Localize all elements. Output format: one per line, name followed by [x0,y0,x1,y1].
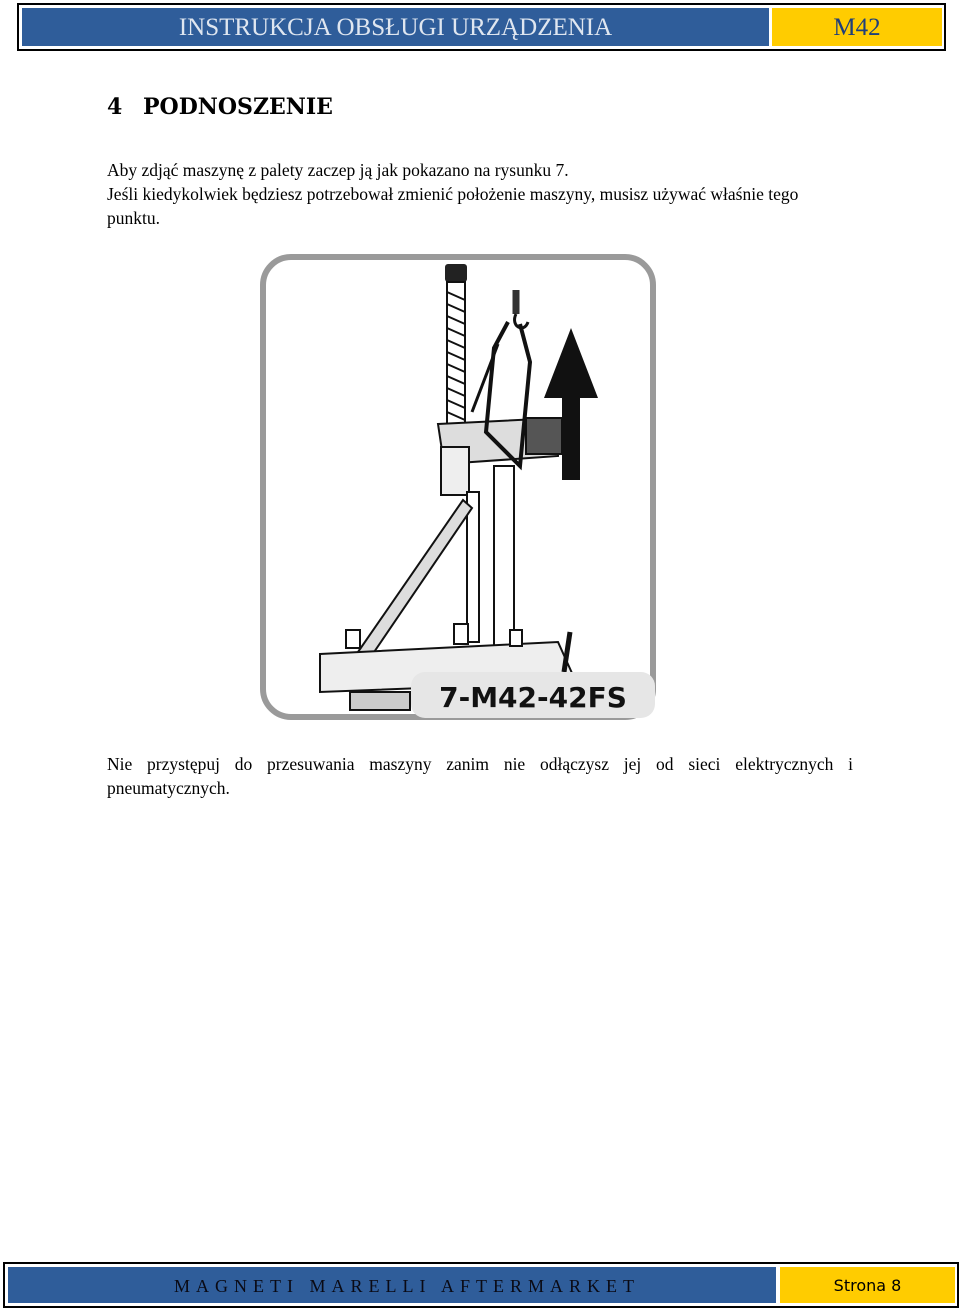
section-heading [107,94,333,120]
page-header [17,3,946,51]
warning-paragraph: Nie przystępuj do przesuwania maszyny zanim nie odłączysz jej od sieci elektrycznych i pneumatycznych. [107,754,853,798]
column-shaft [445,264,467,432]
figure-label: 7-M42-42FS [439,681,627,714]
intro-line-2: Jeśli kiedykolwiek będziesz potrzebował zmienić położenie maszyny, musisz używać właśnie tego punktu. [107,184,799,228]
figure-lifting-point [258,252,658,722]
header-model: M42 [772,8,942,46]
footer-company: MAGNETI MARELLI AFTERMARKET [8,1267,776,1303]
header-title: INSTRUKCJA OBSŁUGI URZĄDZENIA [22,8,769,46]
intro-line-1: Aby zdjąć maszynę z palety zaczep ją jak pokazano na rysunku 7. [107,160,569,180]
section-number: 4 [107,94,123,120]
intro-paragraph [107,158,853,230]
footer-page-number: Strona 8 [780,1267,955,1303]
machine-illustration [258,252,658,722]
section-title: PODNOSZENIE [143,94,333,120]
page-footer [3,1262,959,1308]
